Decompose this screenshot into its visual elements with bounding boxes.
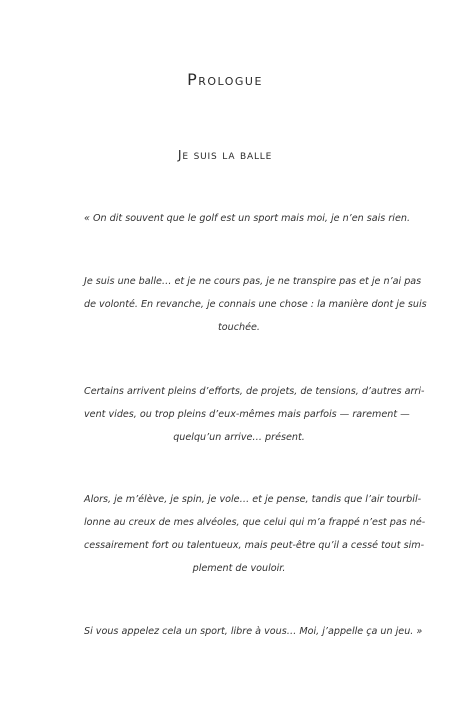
paragraph-1 <box>84 207 410 230</box>
paragraph-line: vent vides, ou trop pleins d’eux-mêmes mais parfois — rarement — <box>84 409 410 420</box>
paragraph-5 <box>84 620 423 643</box>
paragraph-line: quelqu’un arrive… présent. <box>173 432 305 443</box>
paragraph-line: de volonté. En revanche, je connais une chose : la manière dont je suis <box>84 299 427 310</box>
paragraph-line: touchée. <box>218 322 260 333</box>
paragraph-line: Je suis une balle… et je ne cours pas, je ne transpire pas et je n’ai pas <box>84 276 422 287</box>
section-title: Je suis la balle <box>177 147 273 162</box>
paragraph-line: Certains arrivent pleins d’efforts, de projets, de tensions, d’autres arri- <box>84 386 425 397</box>
paragraph-line: Si vous appelez cela un sport, libre à vous… Moi, j’appelle ça un jeu. » <box>84 626 423 637</box>
paragraph-4 <box>84 488 426 580</box>
paragraph-line: Alors, je m’élève, je spin, je vole… et je pense, tandis que l’air tourbil- <box>84 494 422 505</box>
chapter-title: Prologue <box>187 70 263 89</box>
paragraph-2 <box>84 270 427 339</box>
paragraph-line: lonne au creux de mes alvéoles, que celui qui m’a frappé n’est pas né- <box>84 517 426 528</box>
paragraph-line: « On dit souvent que le golf est un sport mais moi, je n’en sais rien. <box>84 213 410 224</box>
paragraph-line: cessairement fort ou talentueux, mais peut-être qu’il a cessé tout sim- <box>84 540 425 551</box>
paragraph-line: plement de vouloir. <box>192 563 286 574</box>
paragraph-3 <box>84 380 425 449</box>
